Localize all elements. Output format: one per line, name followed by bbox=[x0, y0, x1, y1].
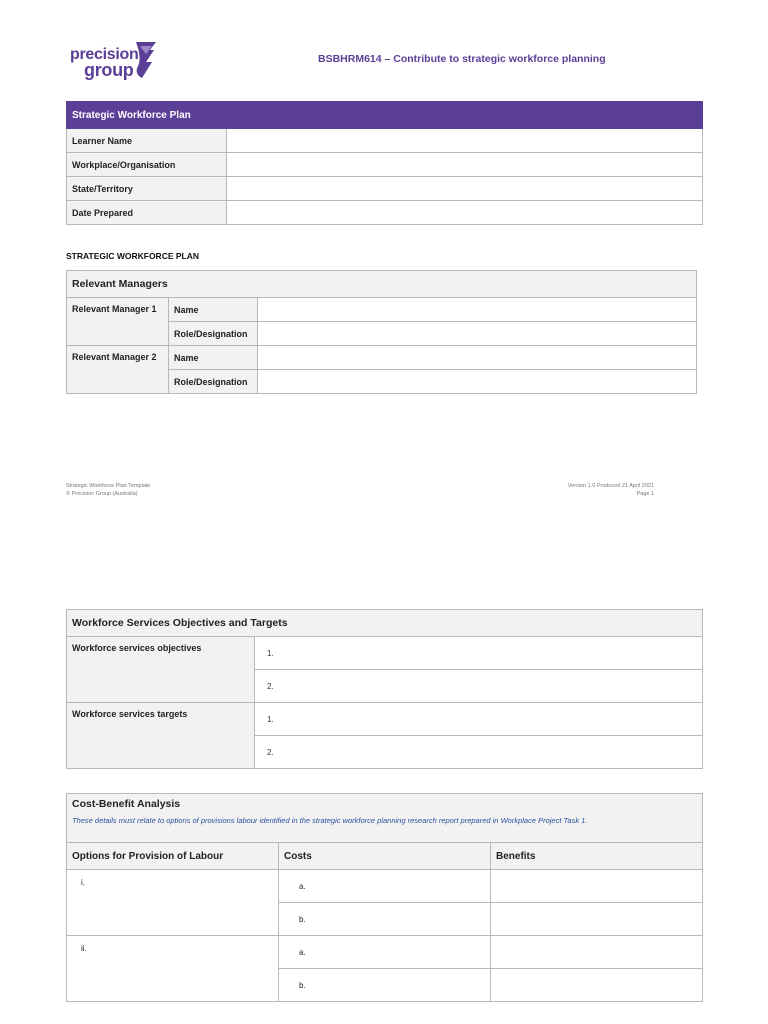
cost-benefit-table bbox=[66, 793, 703, 1002]
workplace-label: Workplace/Organisation bbox=[67, 153, 227, 177]
col-options-header: Options for Provision of Labour bbox=[67, 843, 279, 870]
option-1-benefit-a[interactable] bbox=[491, 870, 703, 903]
date-prepared-label: Date Prepared bbox=[67, 201, 227, 225]
learner-name-label: Learner Name bbox=[67, 129, 227, 153]
manager1-name-label: Name bbox=[169, 298, 258, 322]
state-field[interactable] bbox=[227, 177, 703, 201]
option-2-cell[interactable]: ii. bbox=[67, 936, 279, 1002]
objective-1-field[interactable]: 1. bbox=[255, 637, 703, 670]
date-prepared-field[interactable] bbox=[227, 201, 703, 225]
option-1-cost-b[interactable]: b. bbox=[279, 903, 491, 936]
target-2-field[interactable]: 2. bbox=[255, 736, 703, 769]
footer-right bbox=[560, 482, 654, 498]
footer-version: Version 1.0 Produced 21 April 2021 bbox=[567, 483, 654, 489]
strategic-workforce-plan-table bbox=[66, 101, 703, 225]
option-1-cost-a[interactable]: a. bbox=[279, 870, 491, 903]
managers-table-title: Relevant Managers bbox=[67, 271, 697, 298]
section-label: STRATEGIC WORKFORCE PLAN bbox=[66, 251, 200, 261]
relevant-managers-table bbox=[66, 270, 697, 394]
learner-name-field[interactable] bbox=[227, 129, 703, 153]
objectives-targets-table bbox=[66, 609, 703, 769]
cba-note: These details must relate to options of provisions labour identified in the strategic workforce planning research report prepared in Workplace Project Task 1. bbox=[72, 816, 588, 825]
objective-2-field[interactable]: 2. bbox=[255, 670, 703, 703]
option-2-cost-b[interactable]: b. bbox=[279, 969, 491, 1002]
manager1-role-label: Role/Designation bbox=[169, 322, 258, 346]
logo-line2: group bbox=[84, 60, 134, 80]
cba-header bbox=[67, 794, 703, 843]
logo-mark-icon bbox=[132, 40, 158, 80]
manager1-label: Relevant Manager 1 bbox=[67, 298, 169, 346]
workplace-field[interactable] bbox=[227, 153, 703, 177]
manager2-name-field[interactable] bbox=[258, 346, 697, 370]
manager2-label: Relevant Manager 2 bbox=[67, 346, 169, 394]
option-1-benefit-b[interactable] bbox=[491, 903, 703, 936]
option-1-cell[interactable]: i. bbox=[67, 870, 279, 936]
footer-copyright: © Precision Group (Australia) bbox=[66, 491, 138, 497]
footer-template-name: Strategic Workforce Plan Template bbox=[66, 483, 151, 489]
state-label: State/Territory bbox=[67, 177, 227, 201]
targets-label: Workforce services targets bbox=[67, 703, 255, 769]
option-2-benefit-a[interactable] bbox=[491, 936, 703, 969]
option-2-benefit-b[interactable] bbox=[491, 969, 703, 1002]
document-title: BSBHRM614 – Contribute to strategic workforce planning bbox=[318, 53, 606, 65]
objectives-label: Workforce services objectives bbox=[67, 637, 255, 703]
manager2-name-label: Name bbox=[169, 346, 258, 370]
target-1-field[interactable]: 1. bbox=[255, 703, 703, 736]
manager1-name-field[interactable] bbox=[258, 298, 697, 322]
manager2-role-label: Role/Designation bbox=[169, 370, 258, 394]
footer-left bbox=[66, 482, 150, 498]
manager2-role-field[interactable] bbox=[258, 370, 697, 394]
logo-line1: precision bbox=[70, 46, 139, 63]
col-costs-header: Costs bbox=[279, 843, 491, 870]
objectives-table-title: Workforce Services Objectives and Targets bbox=[67, 610, 703, 637]
cba-title: Cost-Benefit Analysis bbox=[72, 798, 181, 810]
plan-table-title: Strategic Workforce Plan bbox=[67, 102, 703, 129]
footer-page-number: Page 1 bbox=[636, 491, 654, 497]
precision-group-logo bbox=[70, 40, 160, 84]
option-2-cost-a[interactable]: a. bbox=[279, 936, 491, 969]
manager1-role-field[interactable] bbox=[258, 322, 697, 346]
col-benefits-header: Benefits bbox=[491, 843, 703, 870]
